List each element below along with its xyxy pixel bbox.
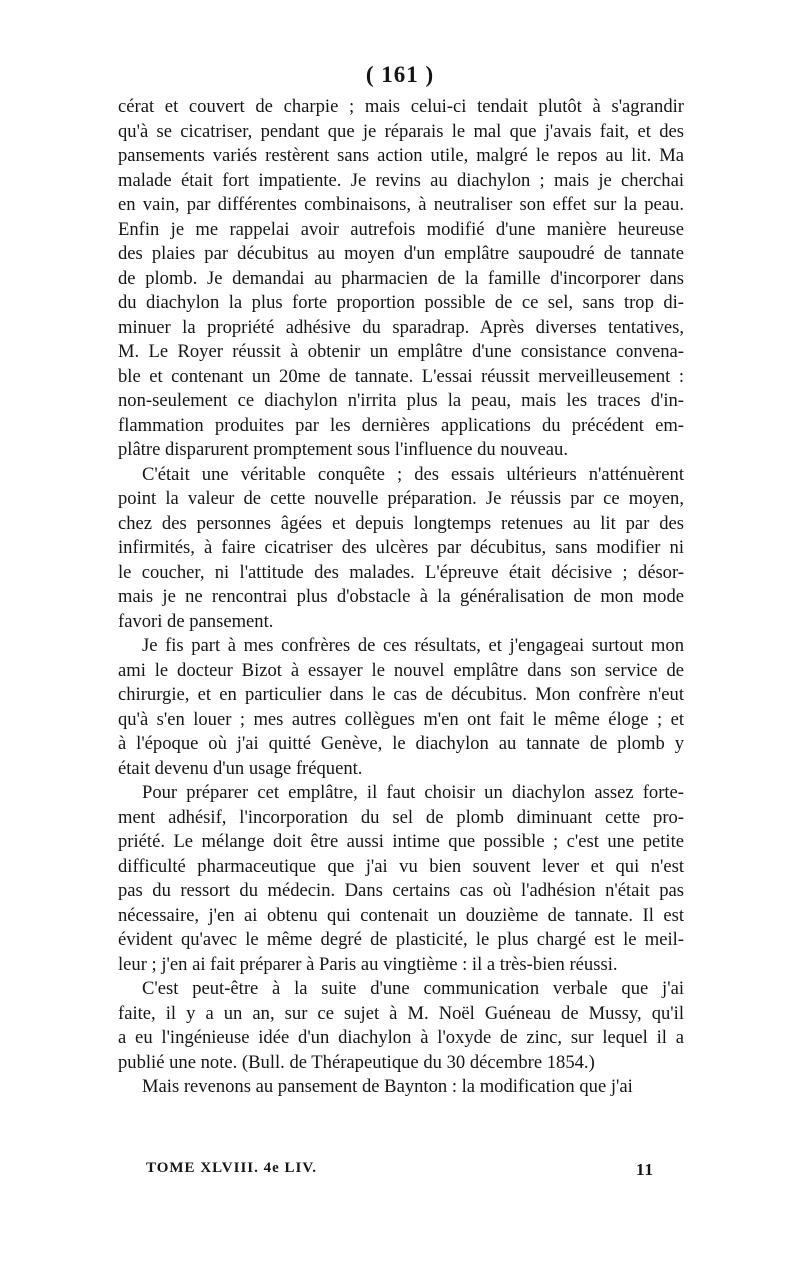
footer-sheet-number: 11 <box>635 1160 654 1179</box>
text-line: C'était une véritable conquête ; des essais ultérieurs n'atténuèrent <box>142 463 684 485</box>
text-line: infirmités, à faire cicatriser des ulcères par décubitus, sans modifier ni <box>118 537 684 558</box>
text-line: priété. Le mélange doit être aussi intime que possible ; c'est une petite <box>118 831 684 852</box>
text-line: point la valeur de cette nouvelle préparation. Je réussis par ce moyen, <box>118 488 684 509</box>
text-line: M. Le Royer réussit à obtenir un emplâtre d'une consistance convena- <box>118 341 684 362</box>
text-line: mais je ne rencontrai plus d'obstacle à la généralisation de mon mode <box>118 586 684 607</box>
body-text <box>118 95 684 1100</box>
text-line: du diachylon la plus forte proportion possible de ce sel, sans trop di- <box>118 292 684 313</box>
text-line: Enfin je me rappelai avoir autrefois modifié d'une manière heureuse <box>118 218 684 240</box>
text-line: Pour préparer cet emplâtre, il faut choisir un diachylon assez forte- <box>142 782 684 803</box>
text-line: des plaies par décubitus au moyen d'un emplâtre saupoudré de tannate <box>118 243 684 264</box>
text-line: Mais revenons au pansement de Baynton : la modification que j'ai <box>142 1076 633 1097</box>
text-line: a eu l'ingénieuse idée d'un diachylon à l'oxyde de zinc, sur lequel il a <box>118 1027 684 1048</box>
text-line: qu'à se cicatriser, pendant que je réparais le mal que j'avais fait, et des <box>118 120 684 142</box>
text-line: était devenu d'un usage fréquent. <box>118 757 363 779</box>
text-line: qu'à s'en louer ; mes autres collègues m'en ont fait le même éloge ; et <box>118 708 684 730</box>
text-line: difficulté pharmaceutique que j'ai vu bien souvent lever et qui n'est <box>118 855 684 877</box>
text-line: publié une note. (Bull. de Thérapeutique du 30 décembre 1854.) <box>118 1051 595 1073</box>
text-line: minuer la propriété adhésive du sparadrap. Après diverses tentatives, <box>118 316 684 338</box>
text-line: non-seulement ce diachylon n'irrita plus la peau, mais les traces d'in- <box>118 390 684 411</box>
text-line: chez des personnes âgées et depuis longtemps retenues au lit par des <box>118 512 684 534</box>
text-line: C'est peut-être à la suite d'une communication verbale que j'ai <box>142 978 684 999</box>
text-line: à l'époque où j'ai quitté Genève, le diachylon au tannate de plomb y <box>118 733 684 754</box>
text-line: ment adhésif, l'incorporation du sel de plomb diminuant cette pro- <box>118 806 684 828</box>
text-line: de plomb. Je demandai au pharmacien de la famille d'incorporer dans <box>118 267 684 289</box>
text-line: ami le docteur Bizot à essayer le nouvel emplâtre dans son service de <box>118 659 684 681</box>
text-line: chirurgie, et en particulier dans le cas de décubitus. Mon confrère n'eut <box>118 684 684 705</box>
text-line: nécessaire, j'en ai obtenu qui contenait un douzième de tannate. Il est <box>118 904 684 926</box>
text-line: pas du ressort du médecin. Dans certains cas où l'adhésion n'était pas <box>118 880 684 901</box>
text-line: pansements variés restèrent sans action utile, malgré le repos au lit. Ma <box>118 145 684 166</box>
text-line: Je fis part à mes confrères de ces résultats, et j'engageai surtout mon <box>142 635 684 656</box>
text-line: évident qu'avec le même degré de plasticité, le plus chargé est le meil- <box>118 929 684 950</box>
page-number: ( 161 ) <box>365 62 435 87</box>
text-line: en vain, par différentes combinaisons, à neutraliser son effet sur la peau. <box>118 194 684 215</box>
text-line: cérat et couvert de charpie ; mais celui-ci tendait plutôt à s'agrandir <box>118 96 684 117</box>
footer-signature: TOME XLVIII. 4e LIV. <box>146 1160 318 1176</box>
text-line: le coucher, ni l'attitude des malades. L'épreuve était décisive ; désor- <box>118 561 684 583</box>
text-line: malade était fort impatiente. Je revins au diachylon ; mais je cherchai <box>118 169 684 191</box>
page-footer <box>146 1160 654 1184</box>
text-line: leur ; j'en ai fait préparer à Paris au vingtième : il a très-bien réussi. <box>118 953 618 975</box>
text-line: plâtre disparurent promptement sous l'influence du nouveau. <box>118 439 568 460</box>
text-line: faite, il y a un an, sur ce sujet à M. Noël Guéneau de Mussy, qu'il <box>118 1002 684 1024</box>
text-line: flammation produites par les dernières applications du précédent em- <box>118 414 684 436</box>
text-line: ble et contenant un 20me de tannate. L'essai réussit merveilleusement : <box>118 365 684 387</box>
text-line: favori de pansement. <box>118 610 274 632</box>
